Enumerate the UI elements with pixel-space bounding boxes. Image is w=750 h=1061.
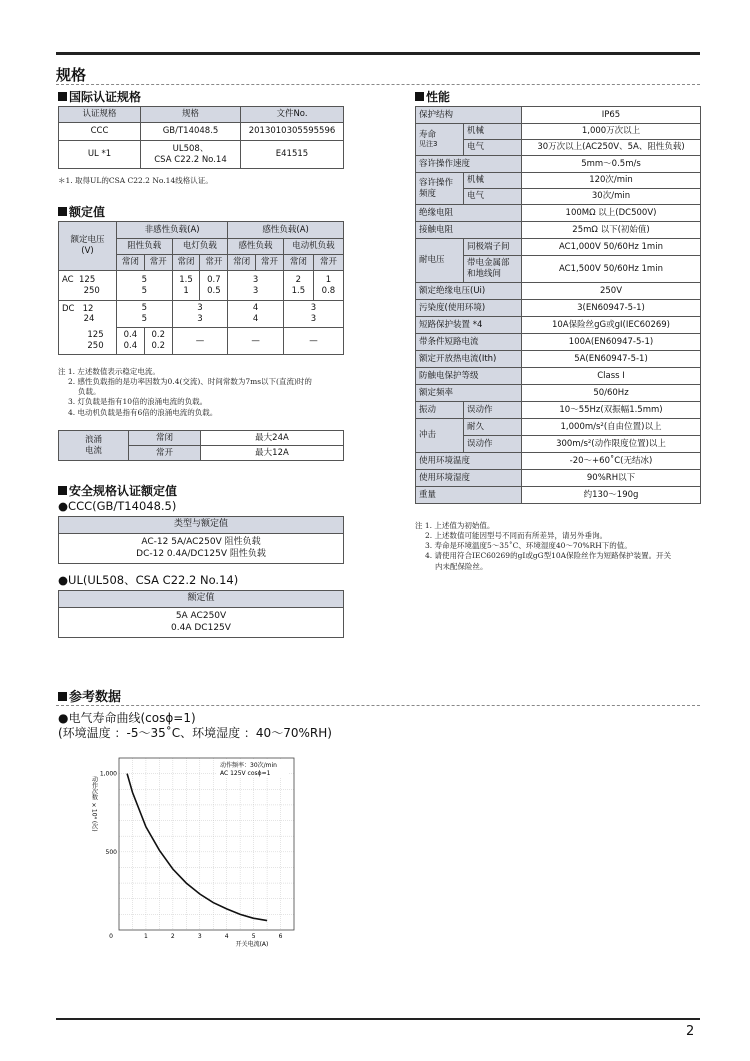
note-line: 内未配保险丝。 — [435, 561, 488, 571]
cell: E41515 — [241, 141, 344, 169]
perf-val: 300m/s²(动作限度位置)以上 — [522, 436, 701, 453]
rated-notes — [58, 367, 312, 418]
perf-key: 污染度(使用环境) — [416, 300, 522, 317]
perf-val: 30次/min — [522, 189, 701, 205]
inrush-label: 浪涌 电流 — [59, 431, 129, 461]
perf-val: 100MΩ 以上(DC500V) — [522, 205, 701, 222]
cell: 2 1.5 — [283, 271, 313, 301]
ac-voltage: AC 125 250 — [59, 271, 117, 301]
perf-val: AC1,500V 50/60Hz 1min — [522, 256, 701, 283]
th-noninductive: 非感性负载(A) — [117, 222, 228, 239]
cell: 5 5 — [117, 271, 173, 301]
perf-key: 使用环境湿度 — [416, 470, 522, 487]
th-resistive: 阻性负载 — [117, 239, 173, 255]
perf-key: 容许操作 频度 — [416, 173, 464, 205]
y-ticks — [100, 771, 117, 856]
perf-val: 1,000万次以上 — [522, 124, 701, 140]
x-tick-label: 1 — [144, 933, 148, 940]
perf-table — [415, 106, 701, 504]
y-tick-label: 1,000 — [99, 770, 117, 778]
cell — [141, 141, 241, 169]
th-lamp: 电灯负载 — [172, 239, 228, 255]
perf-subkey: 电气 — [464, 189, 522, 205]
ref-underline — [56, 705, 700, 706]
rated-table — [58, 221, 344, 355]
cell-line: UL508、 — [172, 143, 209, 154]
square-bullet-icon — [58, 692, 67, 701]
th-ind: 感性负载 — [228, 239, 284, 255]
perf-val: IP65 — [522, 107, 701, 124]
ref-heading — [58, 686, 121, 705]
perf-key: 额定绝缘电压(Ui) — [416, 283, 522, 300]
spec-title-underline — [56, 84, 700, 85]
note-line: 负载。 — [78, 387, 101, 397]
chart-grid — [119, 758, 294, 930]
x-tick-label: 6 — [278, 933, 283, 940]
spec-title: 规格 — [56, 66, 87, 84]
ccc-header: 类型与额定值 — [59, 517, 344, 534]
perf-title: 性能 — [426, 90, 451, 104]
perf-val: AC1,000V 50/60Hz 1min — [522, 239, 701, 256]
ccc-line: AC-12 5A/AC250V 阻性负载 — [141, 537, 261, 548]
th-spec: 规格 — [141, 107, 241, 123]
note-line: 注 1. 左述数值表示稳定电流。 — [58, 367, 160, 376]
legend-line-2: AC 125V cosϕ=1 — [220, 770, 271, 777]
th-no: 常开 — [200, 255, 228, 271]
cell: 1.5 1 — [172, 271, 200, 301]
perf-val: 10A保险丝gG或gI(IEC60269) — [522, 317, 701, 334]
ccc-table — [58, 516, 344, 564]
cell: 1 0.8 — [313, 271, 343, 301]
page-number: 2 — [686, 1024, 695, 1039]
x-tick-label: 3 — [197, 933, 202, 940]
top-rule — [56, 52, 700, 55]
perf-key: 冲击 — [416, 419, 464, 453]
perf-key-life — [416, 124, 464, 156]
th-nc: 常闭 — [228, 255, 256, 271]
ccc-title: ●CCC(GB/T14048.5) — [58, 499, 177, 513]
th-cert: 认证规格 — [59, 107, 141, 123]
perf-key: 防触电保护等级 — [416, 368, 522, 385]
perf-key: 接触电阻 — [416, 222, 522, 239]
cell: GB/T14048.5 — [141, 123, 241, 141]
perf-key: 重量 — [416, 487, 522, 504]
perf-key: 使用环境温度 — [416, 453, 522, 470]
cell: 3 3 — [283, 301, 343, 328]
curve-env: (环境温度 ：-5～35˚C、环境湿度 ：40～70%RH) — [58, 726, 332, 740]
square-bullet-icon — [415, 92, 424, 101]
intl-cert-title: 国际认证规格 — [69, 90, 142, 104]
note-line: 2. 上述数值可能因型号不同而有所差异，请另外垂询。 — [425, 531, 608, 541]
square-bullet-icon — [58, 92, 67, 101]
perf-key: 容许操作速度 — [416, 156, 522, 173]
x-axis-label: 开关电流(A) — [235, 941, 269, 948]
perf-val: 5A(EN60947-5-1) — [522, 351, 701, 368]
cell: — — [172, 328, 228, 355]
perf-val: 5mm～0.5m/s — [522, 156, 701, 173]
cell: — — [283, 328, 343, 355]
cell: CCC — [59, 123, 141, 141]
note-line: 3. 寿命是环境温度5～35˚C、环境湿度40～70%RH下的值。 — [425, 541, 632, 551]
intl-cert-heading — [58, 88, 141, 105]
perf-val: 1,000m/s²(自由位置)以上 — [522, 419, 701, 436]
th-no: 常开 — [256, 255, 284, 271]
perf-key: 绝缘电阻 — [416, 205, 522, 222]
perf-key: 保护结构 — [416, 107, 522, 124]
cell: 0.2 0.2 — [144, 328, 172, 355]
perf-val: 25mΩ 以下(初始值) — [522, 222, 701, 239]
perf-subkey: 机械 — [464, 124, 522, 140]
note-line: 注 1. 上述值为初始值。 — [415, 521, 495, 530]
perf-key: 额定频率 — [416, 385, 522, 402]
th-voltage: 额定电压 (V) — [59, 222, 117, 271]
th-nc: 常闭 — [117, 255, 145, 271]
perf-subkey: 同极端子间 — [464, 239, 522, 256]
perf-val: 250V — [522, 283, 701, 300]
ul-table — [58, 590, 344, 638]
cell: 2013010305595596 — [241, 123, 344, 141]
ul-line: 0.4A DC125V — [171, 622, 231, 633]
legend-line-1: 动作频率：30次/min — [220, 762, 277, 769]
safety-title: 安全规格认证额定值 — [69, 484, 178, 498]
x-tick-label: 5 — [251, 933, 256, 940]
perf-notes — [415, 521, 671, 572]
rated-heading — [58, 203, 105, 220]
life-note: 见注3 — [419, 140, 438, 149]
note-line: 4. 请使用符合IEC60269的gI或gG型10A保险丝作为短路保护装置。开关 — [425, 551, 672, 561]
cell: UL *1 — [59, 141, 141, 169]
perf-key: 短路保护装置 *4 — [416, 317, 522, 334]
perf-subkey: 机械 — [464, 173, 522, 189]
th-nc: 常闭 — [172, 255, 200, 271]
th-file: 文件No. — [241, 107, 344, 123]
y-tick-label: 500 — [105, 848, 117, 856]
perf-val: 约130～190g — [522, 487, 701, 504]
perf-key: 额定开放热电流(Ith) — [416, 351, 522, 368]
inrush-type: 常闭 — [129, 431, 201, 446]
safety-heading — [58, 482, 177, 499]
perf-subkey: 误动作 — [464, 402, 522, 419]
perf-val: Class I — [522, 368, 701, 385]
life-curve-chart — [88, 752, 308, 952]
perf-val: 50/60Hz — [522, 385, 701, 402]
perf-val: 90%RH以下 — [522, 470, 701, 487]
cell: — — [228, 328, 284, 355]
cell: 3 3 — [228, 271, 284, 301]
cell: 4 4 — [228, 301, 284, 328]
rated-title: 额定值 — [69, 205, 106, 219]
ul-header: 额定值 — [59, 591, 344, 608]
intl-cert-table — [58, 106, 344, 169]
cell: 3 3 — [172, 301, 228, 328]
life-label: 寿命 — [419, 129, 437, 140]
perf-val: 30万次以上(AC250V、5A、阻性负载) — [522, 140, 701, 156]
th-nc: 常闭 — [283, 255, 313, 271]
ccc-values — [59, 534, 344, 564]
perf-subkey: 带电金属部 和地线间 — [464, 256, 522, 283]
perf-subkey: 电气 — [464, 140, 522, 156]
ul-values — [59, 608, 344, 638]
plot-frame — [119, 758, 294, 930]
perf-heading — [415, 88, 450, 105]
perf-val: -20～+60˚C(无结冰) — [522, 453, 701, 470]
perf-subkey: 耐久 — [464, 419, 522, 436]
th-inductive: 感性负载(A) — [228, 222, 344, 239]
inrush-type: 常开 — [129, 446, 201, 461]
note-line: 2. 感性负载指的是功率因数为0.4(交流)、时间常数为7ms以下(直流)时的 — [68, 377, 312, 387]
curve-title: ●电气寿命曲线(cosϕ=1) — [58, 711, 196, 725]
perf-val: 100A(EN60947-5-1) — [522, 334, 701, 351]
ul-title: ●UL(UL508、CSA C22.2 No.14) — [58, 573, 239, 587]
cell: 0.7 0.5 — [200, 271, 228, 301]
th-motor: 电动机负载 — [283, 239, 343, 255]
perf-val: 10～55Hz(双振幅1.5mm) — [522, 402, 701, 419]
square-bullet-icon — [58, 207, 67, 216]
perf-val: 120次/min — [522, 173, 701, 189]
dc-voltage-2: 125 250 — [59, 328, 117, 355]
x-tick-label: 0 — [109, 933, 113, 940]
inrush-table — [58, 430, 344, 461]
cell-line: CSA C22.2 No.14 — [154, 154, 227, 165]
inrush-value: 最大24A — [201, 431, 344, 446]
perf-subkey: 误动作 — [464, 436, 522, 453]
inrush-value: 最大12A — [201, 446, 344, 461]
ccc-line: DC-12 0.4A/DC125V 阻性负载 — [136, 548, 266, 559]
note-line: 3. 灯负载是指有10倍的浪涌电流的负载。 — [68, 397, 208, 407]
note-line: 4. 电动机负载是指有6倍的浪涌电流的负载。 — [68, 407, 218, 417]
th-no: 常开 — [144, 255, 172, 271]
ul-line: 5A AC250V — [175, 611, 227, 622]
x-tick-label: 4 — [224, 933, 229, 940]
perf-key: 耐电压 — [416, 239, 464, 283]
cell: 0.4 0.4 — [117, 328, 145, 355]
perf-key: 带条件短路电流 — [416, 334, 522, 351]
perf-val: 3(EN60947-5-1) — [522, 300, 701, 317]
dc-voltage-1: DC 12 24 — [59, 301, 117, 328]
th-no: 常开 — [313, 255, 343, 271]
y-axis-label: 动作次数 ×10⁴ (次) — [90, 776, 98, 832]
square-bullet-icon — [58, 486, 67, 495]
bottom-rule — [56, 1018, 700, 1020]
x-ticks — [109, 933, 283, 940]
ref-title: 参考数据 — [69, 690, 122, 705]
x-tick-label: 2 — [170, 933, 175, 940]
perf-key: 振动 — [416, 402, 464, 419]
cell: 5 5 — [117, 301, 173, 328]
intl-note: ＊1. 取得UL的CSA C22.2 No.14线格认证。 — [58, 176, 213, 185]
